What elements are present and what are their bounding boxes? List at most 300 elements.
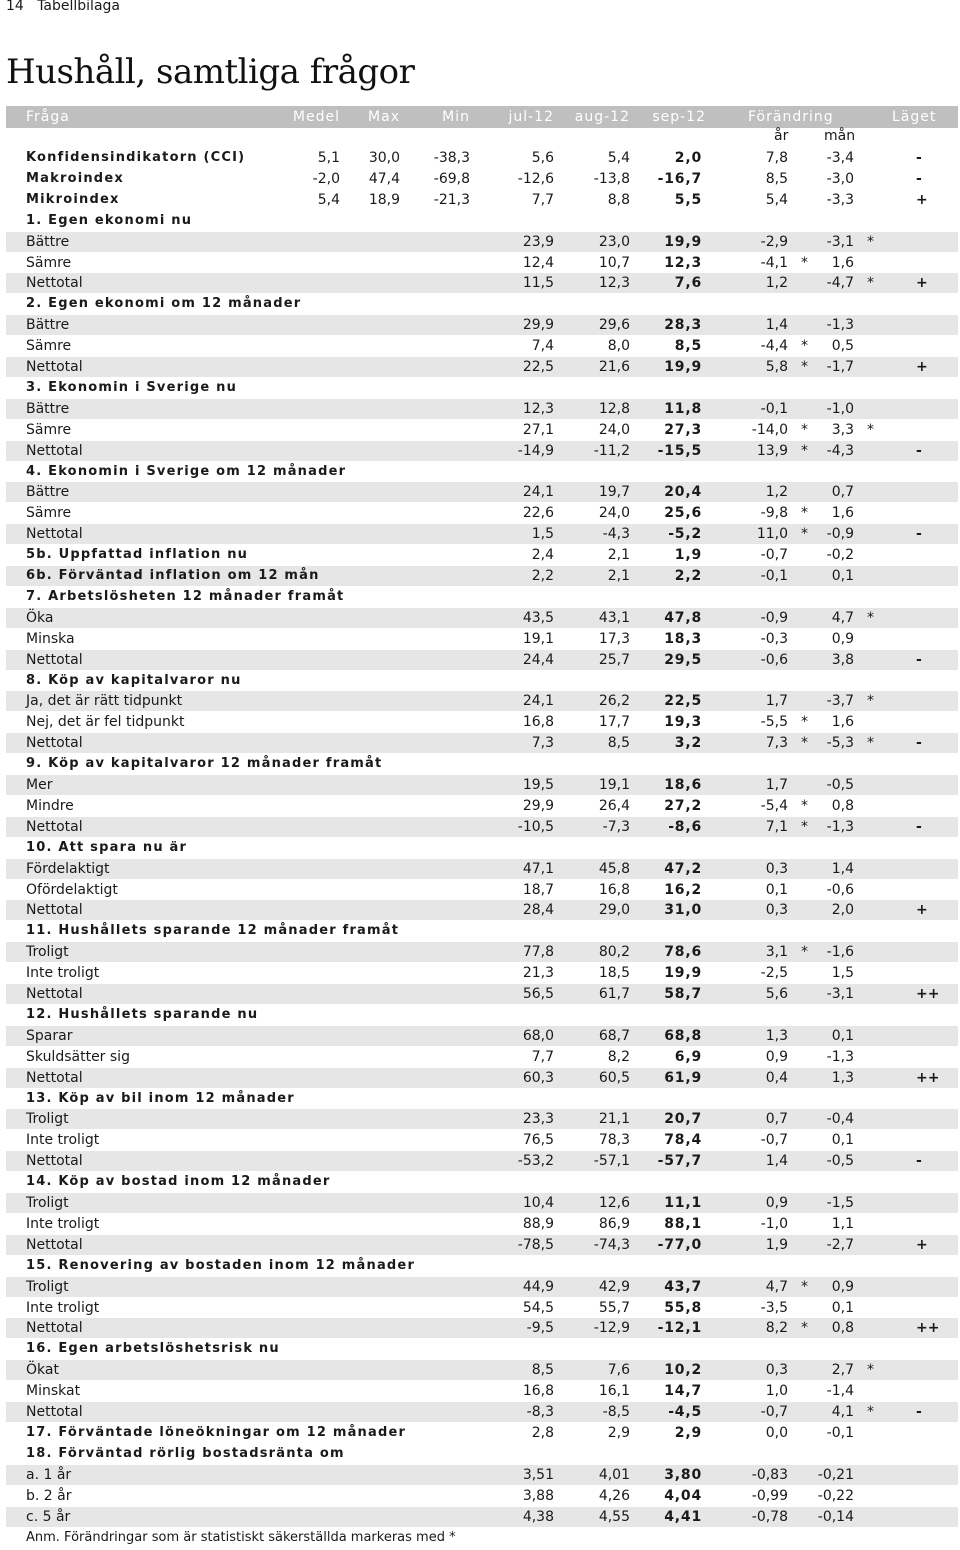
table-row (6, 1151, 958, 1171)
cell-man: 1,3 (831, 1069, 854, 1086)
row-label: Mindre (26, 797, 74, 814)
cell-ar: -9,8 (760, 505, 788, 522)
col-sep: sep-12 (652, 109, 706, 125)
cell-man: 2,7 (831, 1362, 854, 1379)
row-label: Skuldsätter sig (26, 1048, 130, 1065)
cell-jul: 47,1 (522, 860, 554, 877)
cell-sep: 22,5 (664, 693, 702, 710)
cell-aug: -4,3 (602, 526, 630, 543)
col-min: Min (442, 109, 470, 125)
section-heading-row (6, 1089, 958, 1109)
section-heading-row (6, 1339, 958, 1359)
cell-aug: 8,8 (607, 191, 630, 208)
table-row (6, 1277, 958, 1297)
cell-sep: 2,2 (674, 568, 702, 584)
cell-ar: -2,5 (760, 965, 788, 982)
significance-marker-ar: * (801, 735, 808, 752)
cell-sep: 4,04 (664, 1487, 702, 1504)
col-forandring: Förändring (748, 109, 834, 125)
cell-man: 3,8 (831, 651, 854, 668)
cell-sep: -8,6 (668, 818, 702, 835)
table-row (6, 629, 958, 649)
row-label: Nettotal (26, 818, 83, 835)
cell-jul: -53,2 (517, 1153, 554, 1170)
cell-sep: 18,3 (664, 630, 702, 647)
cell-jul: 11,5 (522, 275, 554, 292)
significance-marker-man: * (867, 609, 874, 626)
table-row (6, 1193, 958, 1213)
cell-jul: -12,6 (517, 170, 554, 187)
question-heading: 1. Egen ekonomi nu (26, 212, 193, 228)
cell-laget: - (916, 1153, 922, 1170)
row-label: Nettotal (26, 986, 83, 1002)
cell-ar: 5,8 (765, 359, 788, 375)
cell-jul: 2,8 (531, 1424, 554, 1441)
significance-marker-ar: * (801, 505, 808, 522)
cell-aug: -7,3 (602, 818, 630, 835)
row-label: Nettotal (26, 1236, 83, 1253)
cell-man: -1,6 (826, 944, 854, 961)
cell-sep: 6,9 (674, 1048, 702, 1065)
col-man: mån (824, 128, 856, 144)
cell-sep: 12,3 (664, 254, 702, 271)
row-label: Inte troligt (26, 965, 100, 982)
cell-ar: -5,4 (760, 797, 788, 814)
row-label: Nettotal (26, 1320, 83, 1337)
cell-aug: 86,9 (598, 1215, 630, 1232)
cell-max: 30,0 (368, 150, 400, 166)
table-row (6, 900, 958, 920)
cell-aug: 16,1 (598, 1383, 630, 1400)
cell-laget: - (916, 1404, 922, 1420)
cell-man: 1,1 (831, 1215, 854, 1232)
cell-laget: ++ (916, 1069, 940, 1086)
table-row (6, 1130, 958, 1150)
table-row (6, 357, 958, 377)
cell-man: -0,14 (817, 1508, 854, 1525)
cell-sep: 5,5 (674, 191, 702, 208)
cell-man: -1,5 (826, 1195, 854, 1211)
cell-ar: 1,2 (765, 275, 788, 292)
cell-aug: 61,7 (598, 986, 630, 1002)
cell-man: -3,1 (826, 986, 854, 1002)
row-label: Nettotal (26, 442, 83, 459)
cell-sep: 55,8 (664, 1299, 702, 1316)
table-row (6, 691, 958, 711)
cell-man: 0,8 (831, 1320, 854, 1337)
cell-ar: -0,99 (751, 1487, 788, 1504)
cell-sep: 61,9 (664, 1069, 702, 1086)
table-row (6, 1026, 958, 1046)
cell-aug: 12,6 (598, 1195, 630, 1211)
cell-sep: 47,8 (664, 609, 702, 626)
cell-jul: 2,4 (531, 547, 554, 564)
cell-jul: 3,51 (522, 1466, 554, 1483)
cell-aug: 17,3 (598, 630, 630, 647)
significance-marker-man: * (867, 421, 874, 438)
cell-sep: -16,7 (657, 170, 702, 187)
cell-jul: 3,88 (522, 1487, 554, 1504)
cell-man: 0,9 (831, 1278, 854, 1295)
row-label: Sämre (26, 254, 72, 271)
cell-ar: 0,9 (765, 1195, 788, 1211)
cell-man: -0,2 (826, 547, 854, 564)
table-row (6, 817, 958, 837)
cell-ar: -3,5 (760, 1299, 788, 1316)
row-label: Bättre (26, 317, 70, 334)
cell-aug: 16,8 (598, 881, 630, 898)
cell-ar: -14,0 (751, 421, 788, 438)
row-label: Nettotal (26, 1404, 83, 1420)
cell-jul: 1,5 (531, 526, 554, 543)
cell-man: -4,7 (826, 275, 854, 292)
cell-jul: 16,8 (522, 714, 554, 731)
cell-jul: 2,2 (531, 568, 554, 584)
row-label: Bättre (26, 400, 70, 417)
table-row (6, 650, 958, 670)
cell-sep: 11,8 (664, 400, 702, 417)
cell-man: -1,3 (826, 818, 854, 835)
cell-jul: 24,1 (522, 484, 554, 501)
table-row (6, 1486, 958, 1506)
subheader (0, 128, 960, 146)
cell-ar: -0,83 (751, 1466, 788, 1483)
cell-man: 1,6 (831, 505, 854, 522)
question-heading: 7. Arbetslösheten 12 månader framåt (26, 588, 345, 604)
cell-ar: -0,78 (751, 1508, 788, 1525)
significance-marker-ar: * (801, 254, 808, 271)
cell-aug: 29,6 (598, 317, 630, 334)
cell-ar: 1,0 (765, 1383, 788, 1400)
cell-sep: 3,80 (664, 1466, 702, 1483)
cell-aug: -74,3 (593, 1236, 630, 1253)
significance-marker-man: * (867, 1362, 874, 1379)
row-label: Sämre (26, 505, 72, 522)
cell-aug: 8,2 (607, 1048, 630, 1065)
table-row (6, 1360, 958, 1380)
question-heading: 11. Hushållets sparande 12 månader framåt (26, 923, 400, 939)
col-ar: år (774, 128, 789, 144)
cell-max: 47,4 (368, 170, 400, 187)
cell-man: 0,1 (831, 1132, 854, 1149)
cell-man: 1,6 (831, 714, 854, 731)
cell-ar: -0,7 (760, 1132, 788, 1149)
row-label: Troligt (26, 1278, 69, 1295)
table-row (6, 1507, 958, 1527)
cell-ar: -0,1 (760, 400, 788, 417)
significance-marker-ar: * (801, 714, 808, 731)
table-row (6, 399, 958, 419)
cell-ar: -0,7 (760, 1404, 788, 1420)
section-heading-row (6, 838, 958, 858)
cell-min: -21,3 (433, 191, 470, 208)
cell-aug: 60,5 (598, 1069, 630, 1086)
cell-jul: 12,4 (522, 254, 554, 271)
cell-jul: 28,4 (522, 902, 554, 919)
cell-ar: 5,4 (765, 191, 788, 208)
cell-sep: 19,9 (664, 359, 702, 375)
row-label: Fördelaktigt (26, 860, 110, 877)
cell-jul: 68,0 (522, 1027, 554, 1044)
cell-aug: 12,3 (598, 275, 630, 292)
cell-jul: 7,7 (531, 1048, 554, 1065)
section-heading-row (6, 671, 958, 691)
cell-jul: -9,5 (526, 1320, 554, 1337)
row-label: Nettotal (26, 1069, 83, 1086)
cell-aug: 24,0 (598, 505, 630, 522)
table-row (6, 1465, 958, 1485)
cell-aug: 12,8 (598, 400, 630, 417)
significance-marker-ar: * (801, 338, 808, 355)
page-title: Hushåll, samtliga frågor (6, 52, 415, 92)
cell-aug: 19,7 (598, 484, 630, 501)
cell-ar: -0,1 (760, 568, 788, 584)
cell-sep: 31,0 (664, 902, 702, 919)
significance-marker-man: * (867, 735, 874, 752)
cell-aug: 21,1 (598, 1111, 630, 1128)
cell-jul: -8,3 (526, 1404, 554, 1420)
cell-man: 2,0 (831, 902, 854, 919)
cell-laget: - (916, 526, 922, 543)
row-label: Ja, det är rätt tidpunkt (26, 693, 183, 710)
cell-jul: 23,3 (522, 1111, 554, 1128)
cell-man: -3,1 (826, 233, 854, 250)
cell-ar: 0,3 (765, 860, 788, 877)
cell-man: 0,5 (831, 338, 854, 355)
cell-ar: 7,1 (765, 818, 788, 835)
cell-jul: 27,1 (522, 421, 554, 438)
question-heading: 15. Renovering av bostaden inom 12 månader (26, 1257, 416, 1273)
page-header (6, 0, 120, 14)
section-heading-row (6, 1256, 958, 1276)
cell-man: 0,9 (831, 630, 854, 647)
cell-man: 1,4 (831, 860, 854, 877)
table-row (6, 336, 958, 356)
cell-sep: 7,6 (674, 275, 702, 292)
row-label: Troligt (26, 1195, 69, 1211)
cell-aug: 25,7 (598, 651, 630, 668)
row-label: c. 5 år (26, 1508, 71, 1525)
cell-jul: 24,1 (522, 693, 554, 710)
table-row (6, 524, 958, 544)
row-label: Minska (26, 630, 75, 647)
cell-ar: -0,9 (760, 609, 788, 626)
cell-ar: 3,1 (765, 944, 788, 961)
cell-ar: -0,3 (760, 630, 788, 647)
cell-sep: 19,3 (664, 714, 702, 731)
cell-aug: 17,7 (598, 714, 630, 731)
cell-jul: 56,5 (522, 986, 554, 1002)
cell-sep: 2,0 (674, 150, 702, 166)
row-label: 5b. Uppfattad inflation nu (26, 547, 249, 563)
significance-marker-ar: * (801, 944, 808, 961)
cell-aug: -13,8 (593, 170, 630, 187)
cell-min: -38,3 (433, 150, 470, 166)
section-heading-row (6, 921, 958, 941)
significance-marker-ar: * (801, 818, 808, 835)
cell-jul: 43,5 (522, 609, 554, 626)
cell-jul: -10,5 (517, 818, 554, 835)
cell-jul: 29,9 (522, 317, 554, 334)
section-heading-row (6, 1005, 958, 1025)
cell-ar: 5,6 (765, 986, 788, 1002)
cell-laget: + (916, 1236, 928, 1253)
cell-sep: -15,5 (657, 442, 702, 459)
row-label: 6b. Förväntad inflation om 12 mån (26, 568, 320, 583)
row-label: Inte troligt (26, 1215, 100, 1232)
row-label: Nettotal (26, 735, 83, 752)
cell-aug: 55,7 (598, 1299, 630, 1316)
significance-marker-ar: * (801, 442, 808, 459)
question-heading: 16. Egen arbetslöshetsrisk nu (26, 1341, 280, 1357)
cell-aug: 8,0 (607, 338, 630, 355)
cell-ar: 0,3 (765, 1362, 788, 1379)
section-heading-row (6, 1172, 958, 1192)
cell-man: 0,8 (831, 797, 854, 814)
significance-marker-man: * (867, 275, 874, 292)
question-heading: 12. Hushållets sparande nu (26, 1006, 259, 1022)
table-row (6, 148, 958, 168)
cell-aug: 78,3 (598, 1132, 630, 1149)
section-heading-row (6, 587, 958, 607)
table-row (6, 880, 958, 900)
cell-ar: -5,5 (760, 714, 788, 731)
cell-laget: + (916, 275, 928, 292)
question-heading: 14. Köp av bostad inom 12 månader (26, 1174, 331, 1190)
cell-man: -3,0 (826, 170, 854, 187)
cell-aug: 24,0 (598, 421, 630, 438)
table-row (6, 190, 958, 210)
cell-jul: 44,9 (522, 1278, 554, 1295)
significance-marker-ar: * (801, 1320, 808, 1337)
cell-aug: 43,1 (598, 609, 630, 626)
cell-man: -5,3 (826, 735, 854, 752)
footnote: Anm. Förändringar som är statistiskt säkerställda markeras med * (26, 1530, 456, 1545)
row-label: Nettotal (26, 902, 83, 919)
cell-aug: 2,1 (607, 568, 630, 584)
cell-laget: + (916, 359, 928, 375)
table-row (6, 1402, 958, 1422)
cell-sep: 25,6 (664, 505, 702, 522)
row-label: Nej, det är fel tidpunkt (26, 714, 185, 731)
row-label: Nettotal (26, 275, 83, 292)
row-label: Nettotal (26, 526, 83, 543)
cell-aug: 4,55 (598, 1508, 630, 1525)
cell-ar: 0,9 (765, 1048, 788, 1065)
significance-marker-ar: * (801, 421, 808, 438)
cell-man: -0,9 (826, 526, 854, 543)
row-label: Nettotal (26, 1153, 83, 1170)
cell-ar: 7,8 (765, 150, 788, 166)
col-medel: Medel (292, 109, 340, 125)
cell-sep: 11,1 (664, 1195, 702, 1211)
table-row (6, 963, 958, 983)
cell-ar: -0,6 (760, 651, 788, 668)
table-row (6, 796, 958, 816)
cell-aug: -57,1 (593, 1153, 630, 1170)
cell-aug: 4,01 (598, 1466, 630, 1483)
cell-aug: 29,0 (598, 902, 630, 919)
cell-ar: 0,3 (765, 902, 788, 919)
cell-sep: 78,4 (664, 1132, 702, 1149)
cell-sep: 27,2 (664, 797, 702, 814)
table-row (6, 441, 958, 461)
significance-marker-man: * (867, 1404, 874, 1420)
cell-ar: 1,2 (765, 484, 788, 501)
cell-aug: 5,4 (607, 150, 630, 166)
col-aug: aug-12 (574, 109, 630, 125)
question-heading: 18. Förväntad rörlig bostadsränta om (26, 1445, 345, 1461)
section-heading-row (6, 294, 958, 314)
question-heading: 2. Egen ekonomi om 12 månader (26, 296, 302, 312)
cell-man: 0,1 (831, 1027, 854, 1044)
cell-laget: + (916, 191, 928, 208)
cell-aug: 4,26 (598, 1487, 630, 1504)
cell-aug: 8,5 (607, 735, 630, 752)
table-row (6, 503, 958, 523)
cell-sep: 27,3 (664, 421, 702, 438)
section-heading-row (6, 1444, 958, 1464)
row-label: b. 2 år (26, 1487, 72, 1504)
cell-sep: 19,9 (664, 965, 702, 982)
cell-jul: 23,9 (522, 233, 554, 250)
cell-aug: 26,2 (598, 693, 630, 710)
cell-sep: 47,2 (664, 860, 702, 877)
cell-laget: - (916, 150, 922, 166)
cell-sep: 3,2 (674, 735, 702, 752)
cell-medel: 5,4 (317, 191, 340, 208)
cell-man: -1,4 (826, 1383, 854, 1400)
cell-sep: -12,1 (657, 1320, 702, 1337)
row-label: 17. Förväntade löneökningar om 12 månader (26, 1424, 407, 1440)
cell-ar: 7,3 (765, 735, 788, 752)
cell-jul: 88,9 (522, 1215, 554, 1232)
cell-aug: 23,0 (598, 233, 630, 250)
table-row (6, 1068, 958, 1088)
row-label: Ofördelaktigt (26, 881, 118, 898)
cell-jul: 76,5 (522, 1132, 554, 1149)
table-row (6, 859, 958, 879)
table-row (6, 420, 958, 440)
table-row (6, 733, 958, 753)
cell-ar: 8,2 (765, 1320, 788, 1337)
table-row (6, 1298, 958, 1318)
cell-ar: 1,7 (765, 777, 788, 793)
cell-ar: 4,7 (765, 1278, 788, 1295)
cell-aug: -12,9 (593, 1320, 630, 1337)
row-label: Konfidensindikatorn (CCI) (26, 150, 246, 165)
significance-marker-ar: * (801, 1278, 808, 1295)
table-row (6, 273, 958, 293)
cell-ar: 0,4 (765, 1069, 788, 1086)
cell-man: -3,3 (826, 191, 854, 208)
cell-man: -0,22 (817, 1487, 854, 1504)
row-label: Nettotal (26, 359, 83, 375)
cell-aug: 18,5 (598, 965, 630, 982)
cell-sep: 29,5 (664, 651, 702, 668)
cell-sep: 8,5 (674, 338, 702, 355)
cell-jul: -14,9 (517, 442, 554, 459)
cell-man: -1,3 (826, 1048, 854, 1065)
question-heading: 9. Köp av kapitalvaror 12 månader framåt (26, 756, 383, 772)
cell-aug: 2,1 (607, 547, 630, 564)
cell-ar: 0,7 (765, 1111, 788, 1128)
cell-ar: 1,3 (765, 1027, 788, 1044)
cell-jul: 54,5 (522, 1299, 554, 1316)
row-label: Bättre (26, 233, 70, 250)
row-label: Mer (26, 777, 53, 793)
cell-man: -1,3 (826, 317, 854, 334)
